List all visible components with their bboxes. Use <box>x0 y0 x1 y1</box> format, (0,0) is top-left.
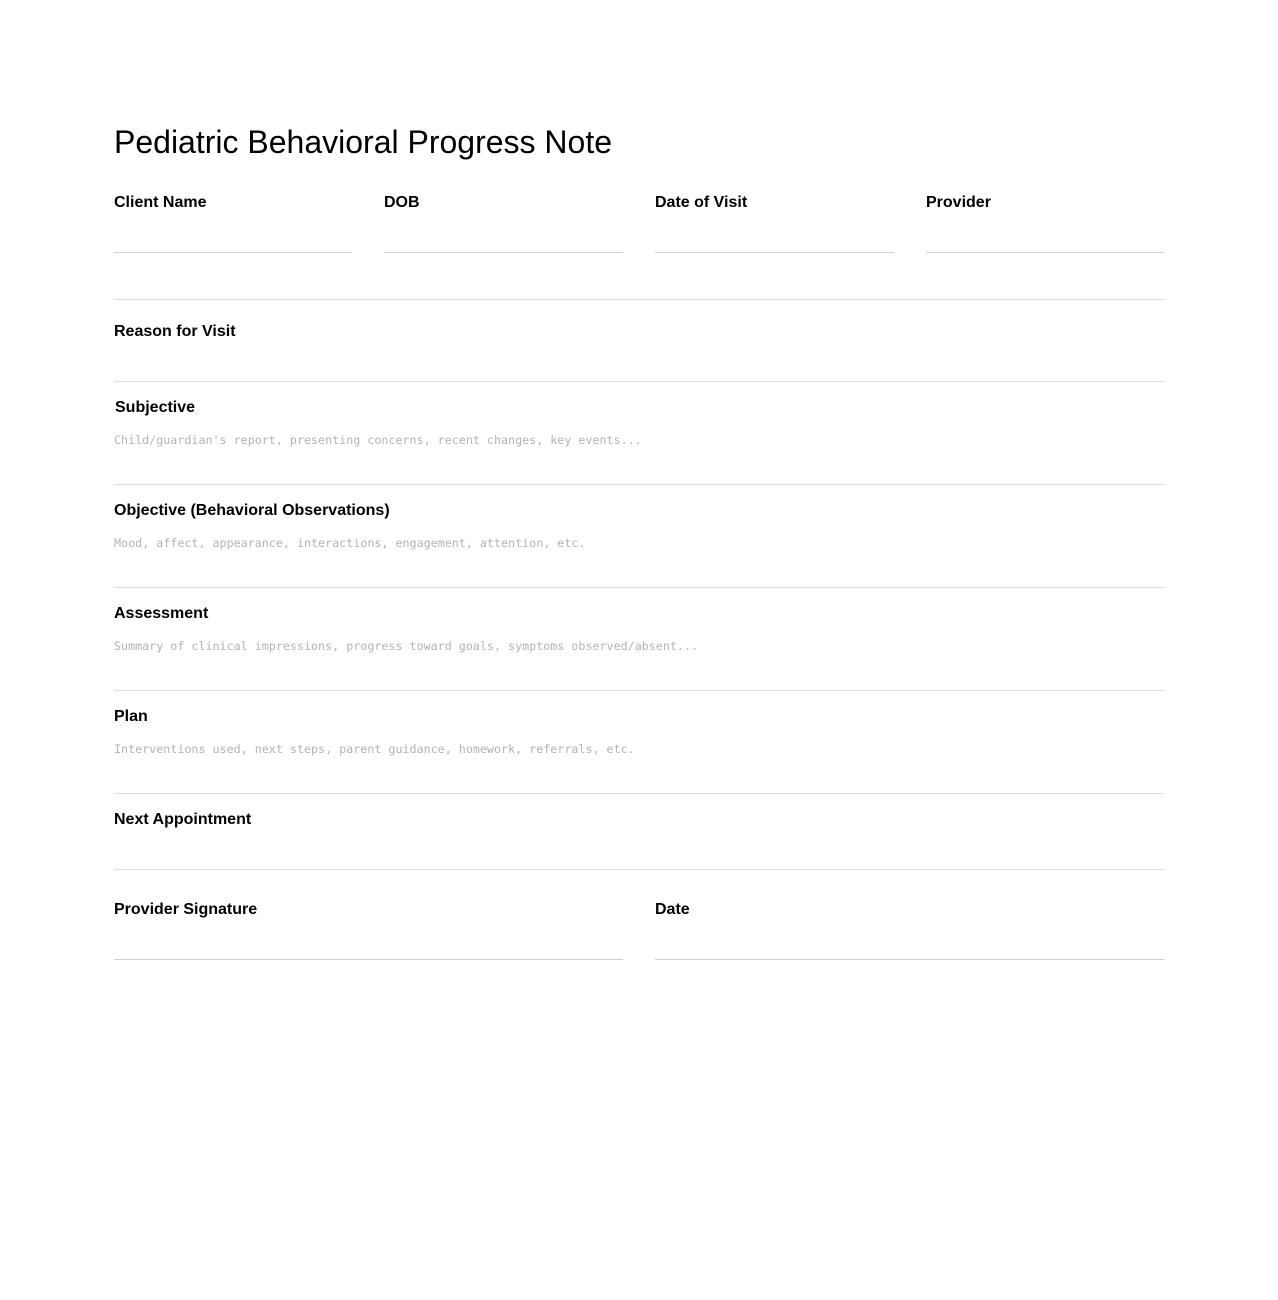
provider-underline <box>926 252 1164 253</box>
divider <box>114 299 1164 300</box>
signature-date-underline <box>655 959 1164 960</box>
signature-date-input[interactable] <box>655 928 1164 956</box>
provider-signature-input[interactable] <box>114 928 623 956</box>
divider <box>114 793 1164 794</box>
assessment-label: Assessment <box>114 605 209 622</box>
next-appointment-input[interactable] <box>114 836 1164 866</box>
provider-signature-label: Provider Signature <box>114 901 258 918</box>
date-of-visit-input[interactable] <box>655 222 894 250</box>
assessment-textarea[interactable] <box>114 638 1164 686</box>
reason-for-visit-label: Reason for Visit <box>114 323 236 340</box>
date-of-visit-label: Date of Visit <box>655 194 748 211</box>
dob-input[interactable] <box>384 222 623 250</box>
reason-for-visit-input[interactable] <box>114 348 1164 378</box>
provider-label: Provider <box>926 194 991 211</box>
subjective-label: Subjective <box>115 399 196 416</box>
client-name-underline <box>114 252 352 253</box>
divider <box>114 381 1164 382</box>
dob-label: DOB <box>384 194 420 211</box>
divider <box>114 484 1164 485</box>
subjective-textarea[interactable] <box>114 432 1164 480</box>
dob-underline <box>384 252 623 253</box>
next-appointment-label: Next Appointment <box>114 811 252 828</box>
divider <box>114 587 1164 588</box>
objective-textarea[interactable] <box>114 535 1164 583</box>
divider <box>114 869 1164 870</box>
client-name-label: Client Name <box>114 194 207 211</box>
plan-textarea[interactable] <box>114 741 1164 789</box>
signature-date-label: Date <box>655 901 690 918</box>
date-of-visit-underline <box>655 252 894 253</box>
provider-input[interactable] <box>926 222 1164 250</box>
provider-signature-underline <box>114 959 623 960</box>
plan-label: Plan <box>114 708 148 725</box>
divider <box>114 690 1164 691</box>
client-name-input[interactable] <box>114 222 352 250</box>
page-title: Pediatric Behavioral Progress Note <box>114 124 613 160</box>
objective-label: Objective (Behavioral Observations) <box>114 502 390 519</box>
